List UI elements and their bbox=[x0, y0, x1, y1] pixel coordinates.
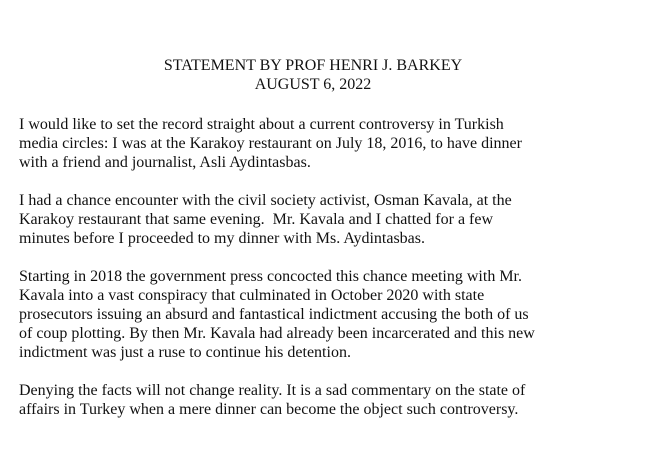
paragraph-1 bbox=[19, 115, 639, 172]
paragraph-line: Denying the facts will not change reality. It is a sad commentary on the state of bbox=[19, 382, 526, 399]
statement-header bbox=[3, 56, 623, 94]
paragraph-line: Karakoy restaurant that same evening. Mr. Kavala and I chatted for a few bbox=[19, 211, 494, 228]
statement-date: AUGUST 6, 2022 bbox=[254, 76, 372, 93]
paragraph-line: affairs in Turkey when a mere dinner can become the object such controversy. bbox=[19, 401, 519, 418]
paragraph-line: with a friend and journalist, Asli Aydintasbas. bbox=[19, 154, 311, 171]
statement-document bbox=[19, 56, 639, 419]
paragraph-4 bbox=[19, 381, 639, 419]
paragraph-line: prosecutors issuing an absurd and fantastical indictment accusing the both of us bbox=[19, 306, 529, 323]
statement-title: STATEMENT BY PROF HENRI J. BARKEY bbox=[163, 57, 463, 74]
paragraph-line: indictment was just a ruse to continue his detention. bbox=[19, 344, 351, 361]
paragraph-2 bbox=[19, 191, 639, 248]
paragraph-3 bbox=[19, 267, 639, 362]
paragraph-line: media circles: I was at the Karakoy restaurant on July 18, 2016, to have dinner bbox=[19, 135, 522, 152]
paragraph-line: I would like to set the record straight about a current controversy in Turkish bbox=[19, 116, 504, 133]
paragraph-line: minutes before I proceeded to my dinner with Ms. Aydintasbas. bbox=[19, 230, 425, 247]
paragraph-line: of coup plotting. By then Mr. Kavala had already been incarcerated and this new bbox=[19, 325, 535, 342]
paragraph-line: Kavala into a vast conspiracy that culminated in October 2020 with state bbox=[19, 287, 485, 304]
paragraph-line: Starting in 2018 the government press concocted this chance meeting with Mr. bbox=[19, 268, 522, 285]
paragraph-line: I had a chance encounter with the civil society activist, Osman Kavala, at the bbox=[19, 192, 512, 209]
